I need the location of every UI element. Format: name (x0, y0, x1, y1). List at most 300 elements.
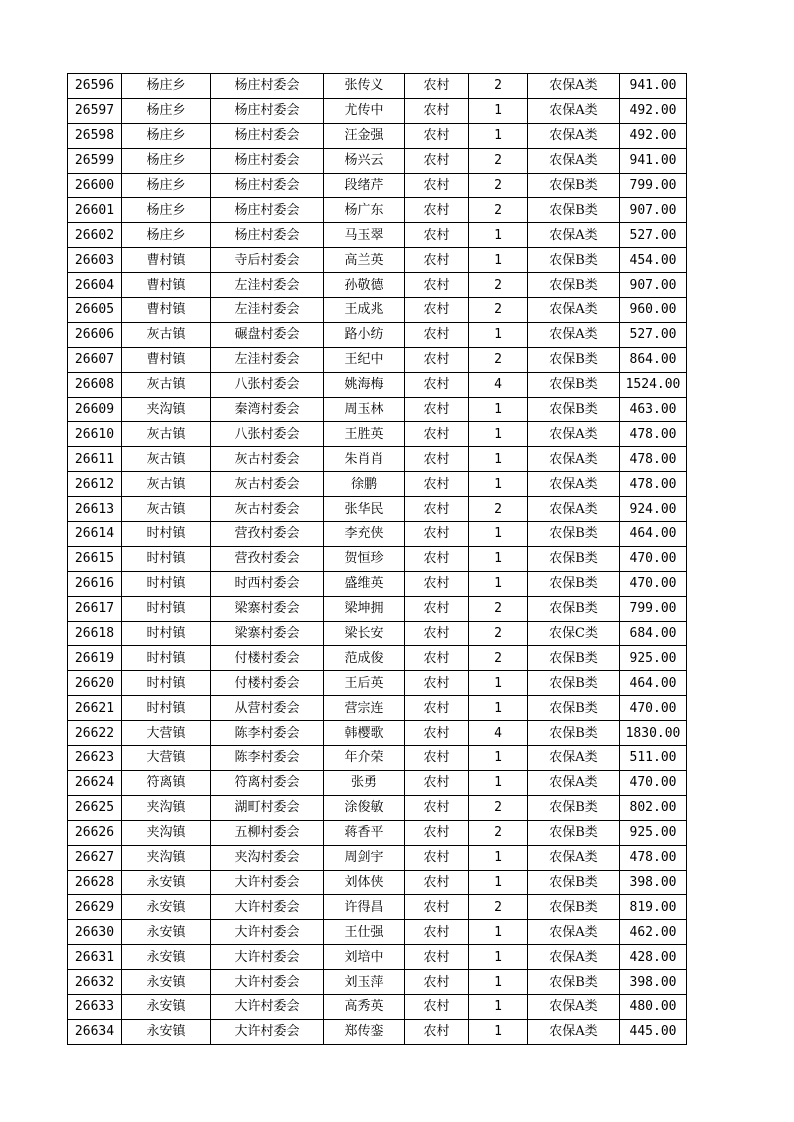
record-id-cell: 26608 (68, 372, 122, 397)
amount-cell: 398.00 (620, 970, 687, 995)
table-row (68, 372, 687, 397)
table-row (68, 273, 687, 298)
town-cell: 夹沟镇 (122, 795, 211, 820)
record-id-cell: 26607 (68, 347, 122, 372)
record-id-cell: 26624 (68, 770, 122, 795)
record-id-cell: 26609 (68, 397, 122, 422)
amount-cell: 470.00 (620, 696, 687, 721)
insurance-class-cell: 农保B类 (528, 273, 620, 298)
table-row (68, 845, 687, 870)
village-committee-cell: 大许村委会 (211, 920, 324, 945)
record-id-cell: 26622 (68, 721, 122, 746)
town-cell: 杨庄乡 (122, 198, 211, 223)
town-cell: 时村镇 (122, 522, 211, 547)
amount-cell: 684.00 (620, 621, 687, 646)
household-count-cell: 2 (469, 298, 528, 323)
name-cell: 刘玉萍 (324, 970, 405, 995)
area-type-cell: 农村 (405, 945, 469, 970)
insurance-class-cell: 农保A类 (528, 422, 620, 447)
record-id-cell: 26629 (68, 895, 122, 920)
village-committee-cell: 营孜村委会 (211, 522, 324, 547)
area-type-cell: 农村 (405, 322, 469, 347)
household-count-cell: 2 (469, 820, 528, 845)
area-type-cell: 农村 (405, 546, 469, 571)
table-row (68, 422, 687, 447)
table-row (68, 820, 687, 845)
insurance-class-cell: 农保B类 (528, 546, 620, 571)
household-count-cell: 2 (469, 646, 528, 671)
name-cell: 杨广东 (324, 198, 405, 223)
area-type-cell: 农村 (405, 870, 469, 895)
household-count-cell: 1 (469, 994, 528, 1019)
insurance-class-cell: 农保B类 (528, 646, 620, 671)
village-committee-cell: 秦湾村委会 (211, 397, 324, 422)
insurance-class-cell: 农保A类 (528, 98, 620, 123)
record-id-cell: 26625 (68, 795, 122, 820)
table-body (68, 74, 687, 1045)
name-cell: 周剑宇 (324, 845, 405, 870)
insurance-class-cell: 农保B类 (528, 522, 620, 547)
table-row (68, 522, 687, 547)
insurance-class-cell: 农保A类 (528, 920, 620, 945)
amount-cell: 1524.00 (620, 372, 687, 397)
village-committee-cell: 大许村委会 (211, 970, 324, 995)
table-row (68, 571, 687, 596)
household-count-cell: 1 (469, 746, 528, 771)
amount-cell: 819.00 (620, 895, 687, 920)
household-count-cell: 2 (469, 347, 528, 372)
area-type-cell: 农村 (405, 1019, 469, 1044)
table-row (68, 970, 687, 995)
amount-cell: 941.00 (620, 74, 687, 99)
name-cell: 年介荣 (324, 746, 405, 771)
amount-cell: 492.00 (620, 98, 687, 123)
amount-cell: 478.00 (620, 422, 687, 447)
amount-cell: 470.00 (620, 546, 687, 571)
name-cell: 杨兴云 (324, 148, 405, 173)
household-count-cell: 1 (469, 845, 528, 870)
amount-cell: 454.00 (620, 248, 687, 273)
town-cell: 符离镇 (122, 770, 211, 795)
household-count-cell: 1 (469, 945, 528, 970)
town-cell: 永安镇 (122, 970, 211, 995)
town-cell: 灰古镇 (122, 447, 211, 472)
name-cell: 盛维英 (324, 571, 405, 596)
household-count-cell: 1 (469, 472, 528, 497)
table-row (68, 472, 687, 497)
amount-cell: 925.00 (620, 820, 687, 845)
document-page (67, 73, 687, 1045)
town-cell: 曹村镇 (122, 273, 211, 298)
area-type-cell: 农村 (405, 372, 469, 397)
area-type-cell: 农村 (405, 347, 469, 372)
amount-cell: 941.00 (620, 148, 687, 173)
town-cell: 杨庄乡 (122, 173, 211, 198)
area-type-cell: 农村 (405, 795, 469, 820)
table-row (68, 994, 687, 1019)
table-row (68, 945, 687, 970)
village-committee-cell: 左洼村委会 (211, 298, 324, 323)
record-id-cell: 26611 (68, 447, 122, 472)
area-type-cell: 农村 (405, 74, 469, 99)
name-cell: 段绪芹 (324, 173, 405, 198)
household-count-cell: 1 (469, 671, 528, 696)
insurance-class-cell: 农保B类 (528, 397, 620, 422)
area-type-cell: 农村 (405, 447, 469, 472)
name-cell: 梁坤拥 (324, 596, 405, 621)
household-count-cell: 1 (469, 770, 528, 795)
village-committee-cell: 大许村委会 (211, 895, 324, 920)
name-cell: 蒋香平 (324, 820, 405, 845)
village-committee-cell: 陈李村委会 (211, 746, 324, 771)
area-type-cell: 农村 (405, 721, 469, 746)
household-count-cell: 1 (469, 322, 528, 347)
insurance-class-cell: 农保A类 (528, 994, 620, 1019)
town-cell: 杨庄乡 (122, 223, 211, 248)
village-committee-cell: 大许村委会 (211, 870, 324, 895)
table-row (68, 746, 687, 771)
record-id-cell: 26602 (68, 223, 122, 248)
insurance-class-cell: 农保A类 (528, 472, 620, 497)
area-type-cell: 农村 (405, 920, 469, 945)
area-type-cell: 农村 (405, 298, 469, 323)
insurance-class-cell: 农保B类 (528, 820, 620, 845)
record-id-cell: 26598 (68, 123, 122, 148)
village-committee-cell: 五柳村委会 (211, 820, 324, 845)
area-type-cell: 农村 (405, 248, 469, 273)
town-cell: 杨庄乡 (122, 98, 211, 123)
record-id-cell: 26628 (68, 870, 122, 895)
insurance-class-cell: 农保A类 (528, 223, 620, 248)
amount-cell: 907.00 (620, 273, 687, 298)
table-row (68, 646, 687, 671)
area-type-cell: 农村 (405, 994, 469, 1019)
village-committee-cell: 湖町村委会 (211, 795, 324, 820)
town-cell: 杨庄乡 (122, 123, 211, 148)
village-committee-cell: 杨庄村委会 (211, 148, 324, 173)
town-cell: 曹村镇 (122, 298, 211, 323)
household-count-cell: 2 (469, 497, 528, 522)
household-count-cell: 1 (469, 447, 528, 472)
amount-cell: 925.00 (620, 646, 687, 671)
record-id-cell: 26612 (68, 472, 122, 497)
amount-cell: 464.00 (620, 671, 687, 696)
village-committee-cell: 杨庄村委会 (211, 198, 324, 223)
amount-cell: 527.00 (620, 322, 687, 347)
name-cell: 姚海梅 (324, 372, 405, 397)
table-row (68, 447, 687, 472)
insurance-class-cell: 农保B类 (528, 870, 620, 895)
area-type-cell: 农村 (405, 522, 469, 547)
town-cell: 时村镇 (122, 571, 211, 596)
household-count-cell: 1 (469, 920, 528, 945)
table-row (68, 298, 687, 323)
village-committee-cell: 灰古村委会 (211, 447, 324, 472)
area-type-cell: 农村 (405, 646, 469, 671)
table-row (68, 920, 687, 945)
village-committee-cell: 杨庄村委会 (211, 98, 324, 123)
name-cell: 马玉翠 (324, 223, 405, 248)
name-cell: 王纪中 (324, 347, 405, 372)
amount-cell: 428.00 (620, 945, 687, 970)
household-count-cell: 4 (469, 372, 528, 397)
record-id-cell: 26610 (68, 422, 122, 447)
area-type-cell: 农村 (405, 148, 469, 173)
area-type-cell: 农村 (405, 397, 469, 422)
town-cell: 时村镇 (122, 696, 211, 721)
name-cell: 高兰英 (324, 248, 405, 273)
record-id-cell: 26615 (68, 546, 122, 571)
amount-cell: 864.00 (620, 347, 687, 372)
table-row (68, 1019, 687, 1044)
household-count-cell: 2 (469, 795, 528, 820)
town-cell: 曹村镇 (122, 347, 211, 372)
insurance-class-cell: 农保C类 (528, 621, 620, 646)
household-count-cell: 1 (469, 970, 528, 995)
record-id-cell: 26599 (68, 148, 122, 173)
name-cell: 王后英 (324, 671, 405, 696)
amount-cell: 802.00 (620, 795, 687, 820)
name-cell: 张华民 (324, 497, 405, 522)
insurance-class-cell: 农保B类 (528, 248, 620, 273)
insurance-class-cell: 农保A类 (528, 148, 620, 173)
town-cell: 时村镇 (122, 596, 211, 621)
table-row (68, 795, 687, 820)
record-id-cell: 26605 (68, 298, 122, 323)
area-type-cell: 农村 (405, 621, 469, 646)
village-committee-cell: 营孜村委会 (211, 546, 324, 571)
record-id-cell: 26631 (68, 945, 122, 970)
household-count-cell: 2 (469, 596, 528, 621)
household-count-cell: 4 (469, 721, 528, 746)
village-committee-cell: 陈李村委会 (211, 721, 324, 746)
name-cell: 梁长安 (324, 621, 405, 646)
household-count-cell: 2 (469, 74, 528, 99)
village-committee-cell: 灰古村委会 (211, 497, 324, 522)
town-cell: 杨庄乡 (122, 148, 211, 173)
area-type-cell: 农村 (405, 746, 469, 771)
name-cell: 徐鹏 (324, 472, 405, 497)
record-id-cell: 26630 (68, 920, 122, 945)
record-id-cell: 26603 (68, 248, 122, 273)
village-committee-cell: 梁寨村委会 (211, 621, 324, 646)
name-cell: 孙敬德 (324, 273, 405, 298)
amount-cell: 511.00 (620, 746, 687, 771)
record-id-cell: 26632 (68, 970, 122, 995)
area-type-cell: 农村 (405, 596, 469, 621)
insurance-class-cell: 农保A类 (528, 945, 620, 970)
name-cell: 刘体侠 (324, 870, 405, 895)
amount-cell: 470.00 (620, 571, 687, 596)
area-type-cell: 农村 (405, 497, 469, 522)
village-committee-cell: 大许村委会 (211, 945, 324, 970)
name-cell: 周玉林 (324, 397, 405, 422)
area-type-cell: 农村 (405, 422, 469, 447)
table-row (68, 721, 687, 746)
town-cell: 灰古镇 (122, 372, 211, 397)
village-committee-cell: 碾盘村委会 (211, 322, 324, 347)
area-type-cell: 农村 (405, 895, 469, 920)
area-type-cell: 农村 (405, 571, 469, 596)
town-cell: 夹沟镇 (122, 397, 211, 422)
amount-cell: 463.00 (620, 397, 687, 422)
insurance-class-cell: 农保B类 (528, 721, 620, 746)
village-committee-cell: 杨庄村委会 (211, 74, 324, 99)
town-cell: 时村镇 (122, 671, 211, 696)
name-cell: 张传义 (324, 74, 405, 99)
village-committee-cell: 大许村委会 (211, 994, 324, 1019)
record-id-cell: 26596 (68, 74, 122, 99)
area-type-cell: 农村 (405, 273, 469, 298)
name-cell: 汪金强 (324, 123, 405, 148)
town-cell: 大营镇 (122, 746, 211, 771)
amount-cell: 478.00 (620, 845, 687, 870)
amount-cell: 478.00 (620, 472, 687, 497)
insurance-class-cell: 农保A类 (528, 497, 620, 522)
name-cell: 张勇 (324, 770, 405, 795)
town-cell: 时村镇 (122, 621, 211, 646)
amount-cell: 398.00 (620, 870, 687, 895)
household-count-cell: 1 (469, 1019, 528, 1044)
insurance-class-cell: 农保A类 (528, 322, 620, 347)
insurance-class-cell: 农保B类 (528, 970, 620, 995)
town-cell: 时村镇 (122, 646, 211, 671)
name-cell: 王仕强 (324, 920, 405, 945)
name-cell: 许得昌 (324, 895, 405, 920)
amount-cell: 462.00 (620, 920, 687, 945)
town-cell: 永安镇 (122, 920, 211, 945)
insurance-class-cell: 农保A类 (528, 845, 620, 870)
table-row (68, 322, 687, 347)
area-type-cell: 农村 (405, 845, 469, 870)
town-cell: 永安镇 (122, 994, 211, 1019)
town-cell: 永安镇 (122, 945, 211, 970)
table-row (68, 596, 687, 621)
village-committee-cell: 左洼村委会 (211, 273, 324, 298)
name-cell: 路小纺 (324, 322, 405, 347)
table-row (68, 148, 687, 173)
area-type-cell: 农村 (405, 223, 469, 248)
household-count-cell: 2 (469, 148, 528, 173)
table-row (68, 546, 687, 571)
village-committee-cell: 夹沟村委会 (211, 845, 324, 870)
record-id-cell: 26617 (68, 596, 122, 621)
village-committee-cell: 付楼村委会 (211, 646, 324, 671)
record-id-cell: 26600 (68, 173, 122, 198)
name-cell: 李充侠 (324, 522, 405, 547)
amount-cell: 478.00 (620, 447, 687, 472)
village-committee-cell: 左洼村委会 (211, 347, 324, 372)
area-type-cell: 农村 (405, 173, 469, 198)
insurance-class-cell: 农保A类 (528, 447, 620, 472)
table-row (68, 621, 687, 646)
area-type-cell: 农村 (405, 472, 469, 497)
village-committee-cell: 八张村委会 (211, 372, 324, 397)
village-committee-cell: 时西村委会 (211, 571, 324, 596)
amount-cell: 1830.00 (620, 721, 687, 746)
area-type-cell: 农村 (405, 820, 469, 845)
town-cell: 灰古镇 (122, 497, 211, 522)
insurance-class-cell: 农保B类 (528, 198, 620, 223)
town-cell: 杨庄乡 (122, 74, 211, 99)
amount-cell: 464.00 (620, 522, 687, 547)
amount-cell: 960.00 (620, 298, 687, 323)
area-type-cell: 农村 (405, 696, 469, 721)
area-type-cell: 农村 (405, 671, 469, 696)
village-committee-cell: 杨庄村委会 (211, 223, 324, 248)
household-count-cell: 1 (469, 546, 528, 571)
household-count-cell: 2 (469, 895, 528, 920)
town-cell: 灰古镇 (122, 422, 211, 447)
table-row (68, 248, 687, 273)
household-count-cell: 1 (469, 422, 528, 447)
record-id-cell: 26634 (68, 1019, 122, 1044)
household-count-cell: 2 (469, 273, 528, 298)
area-type-cell: 农村 (405, 970, 469, 995)
name-cell: 朱肖肖 (324, 447, 405, 472)
insurance-class-cell: 农保B类 (528, 696, 620, 721)
household-count-cell: 1 (469, 397, 528, 422)
insurance-class-cell: 农保A类 (528, 746, 620, 771)
insurance-class-cell: 农保A类 (528, 770, 620, 795)
table-row (68, 671, 687, 696)
insurance-class-cell: 农保B类 (528, 671, 620, 696)
village-committee-cell: 从营村委会 (211, 696, 324, 721)
name-cell: 尤传中 (324, 98, 405, 123)
household-count-cell: 1 (469, 522, 528, 547)
table-row (68, 223, 687, 248)
village-committee-cell: 杨庄村委会 (211, 123, 324, 148)
table-row (68, 397, 687, 422)
household-count-cell: 2 (469, 173, 528, 198)
insurance-class-cell: 农保B类 (528, 795, 620, 820)
household-count-cell: 1 (469, 571, 528, 596)
record-id-cell: 26618 (68, 621, 122, 646)
record-id-cell: 26627 (68, 845, 122, 870)
table-row (68, 696, 687, 721)
town-cell: 永安镇 (122, 895, 211, 920)
amount-cell: 799.00 (620, 173, 687, 198)
record-id-cell: 26613 (68, 497, 122, 522)
record-id-cell: 26606 (68, 322, 122, 347)
record-id-cell: 26597 (68, 98, 122, 123)
area-type-cell: 农村 (405, 198, 469, 223)
insurance-class-cell: 农保B类 (528, 173, 620, 198)
household-count-cell: 1 (469, 870, 528, 895)
town-cell: 时村镇 (122, 546, 211, 571)
amount-cell: 480.00 (620, 994, 687, 1019)
insurance-class-cell: 农保A类 (528, 298, 620, 323)
name-cell: 涂俊敏 (324, 795, 405, 820)
record-id-cell: 26601 (68, 198, 122, 223)
village-committee-cell: 符离村委会 (211, 770, 324, 795)
table-row (68, 98, 687, 123)
table-row (68, 870, 687, 895)
household-count-cell: 1 (469, 223, 528, 248)
amount-cell: 492.00 (620, 123, 687, 148)
insurance-class-cell: 农保A类 (528, 123, 620, 148)
insurance-class-cell: 农保B类 (528, 372, 620, 397)
village-committee-cell: 八张村委会 (211, 422, 324, 447)
town-cell: 灰古镇 (122, 472, 211, 497)
record-id-cell: 26604 (68, 273, 122, 298)
town-cell: 永安镇 (122, 870, 211, 895)
record-id-cell: 26633 (68, 994, 122, 1019)
household-count-cell: 1 (469, 696, 528, 721)
amount-cell: 445.00 (620, 1019, 687, 1044)
table-row (68, 173, 687, 198)
name-cell: 营宗连 (324, 696, 405, 721)
